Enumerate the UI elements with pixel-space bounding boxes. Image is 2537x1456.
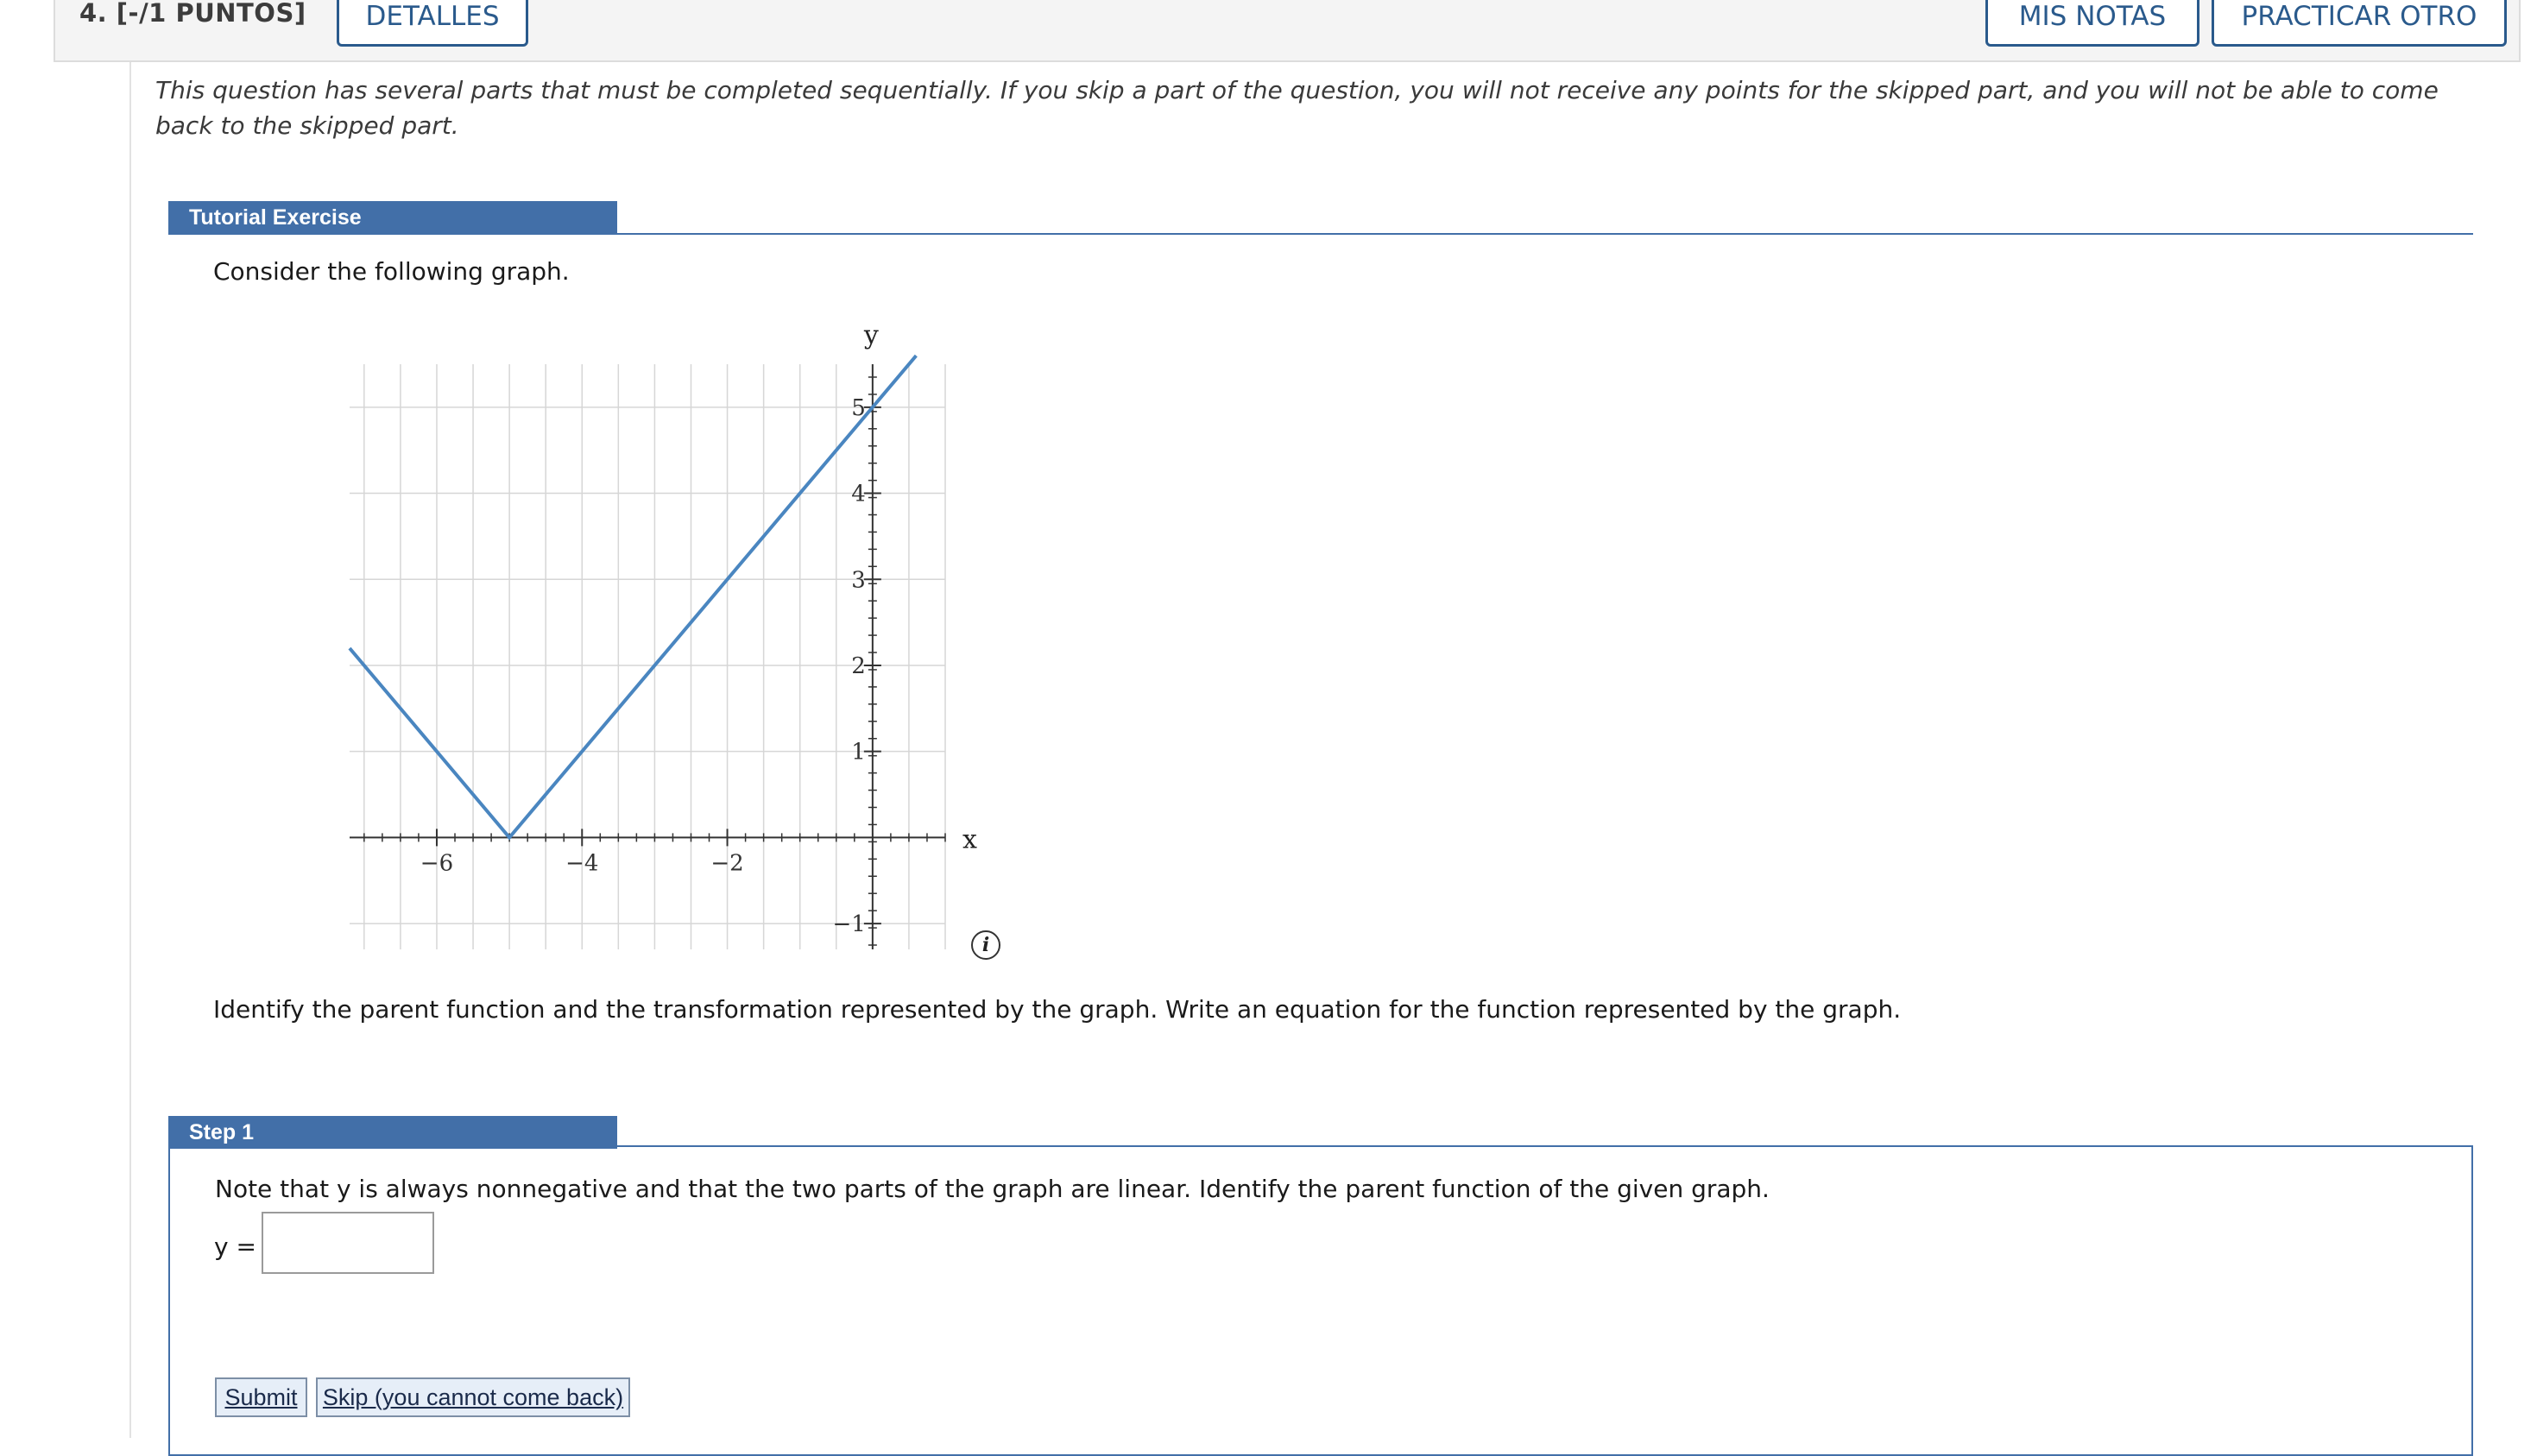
- graph-series-line: [350, 356, 916, 837]
- details-button[interactable]: DETALLES: [337, 0, 528, 47]
- x-tick-label: −2: [710, 850, 744, 877]
- sequential-parts-notice: This question has several parts that must be completed sequentially. If you skip a part of the question, you will not receive any points for the skipped part, and you will not be able to come back to the skipped part.: [155, 76, 2439, 140]
- answer-prefix: y =: [214, 1232, 256, 1261]
- skip-button[interactable]: Skip (you cannot come back): [316, 1377, 630, 1417]
- info-icon[interactable]: i: [971, 930, 1000, 960]
- submit-button[interactable]: Submit: [215, 1377, 307, 1417]
- x-axis-label: x: [962, 824, 977, 855]
- y-tick-label: 1: [851, 739, 866, 766]
- practice-another-button[interactable]: PRACTICAR OTRO: [2212, 0, 2507, 47]
- y-tick-label: 2: [851, 652, 866, 679]
- transformation-question: Identify the parent function and the transformation represented by the graph. Write an equation for the function represented by the graph.: [213, 995, 1902, 1024]
- question-number: 4. [-/1 PUNTOS]: [79, 0, 306, 28]
- tutorial-section-rule: [168, 233, 2473, 235]
- parent-function-input[interactable]: [262, 1212, 434, 1274]
- y-axis-label: y: [863, 320, 879, 350]
- step-1-tab: Step 1: [168, 1116, 617, 1149]
- y-tick-label: −1: [832, 911, 866, 938]
- y-tick-label: 5: [851, 394, 866, 421]
- x-tick-label: −4: [565, 850, 599, 877]
- tutorial-exercise-tab: Tutorial Exercise: [168, 201, 617, 234]
- y-tick-label: 3: [851, 567, 866, 594]
- x-tick-label: −6: [420, 850, 454, 877]
- graph-series: [350, 356, 916, 837]
- y-tick-label: 4: [851, 481, 866, 507]
- my-notes-button[interactable]: MIS NOTAS: [1985, 0, 2199, 47]
- graph-tick-labels: [420, 395, 866, 937]
- left-margin-rule: [129, 62, 131, 1438]
- step-1-text: Note that y is always nonnegative and that the two parts of the graph are linear. Identify the parent function of the given graph.: [215, 1175, 1770, 1203]
- step-1-instructions: [215, 1174, 1770, 1205]
- function-graph: [328, 311, 1036, 967]
- graph-prompt: Consider the following graph.: [213, 257, 570, 286]
